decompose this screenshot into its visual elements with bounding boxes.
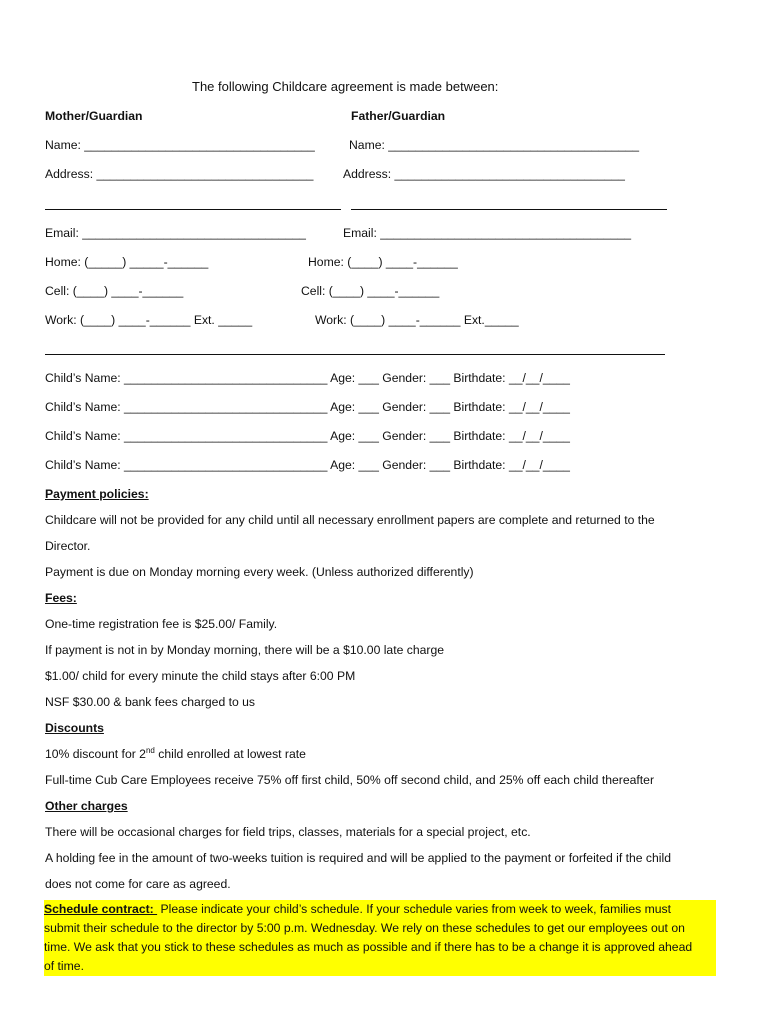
- mother-cell-phone-field[interactable]: Cell: (____) ____-______: [45, 284, 184, 298]
- child-row-2[interactable]: Child’s Name: ______________________________ Age: ___ Gender: ___ Birthdate: __/__/____: [45, 400, 570, 414]
- payment-policy-text: Childcare will not be provided for any child until all necessary enrollment papers are complete and returned to the: [45, 513, 655, 527]
- fee-item: NSF $30.00 & bank fees charged to us: [45, 695, 256, 709]
- mother-address-line2[interactable]: [45, 209, 341, 210]
- father-guardian-heading: Father/Guardian: [351, 109, 446, 123]
- child-row-3[interactable]: Child’s Name: ______________________________ Age: ___ Gender: ___ Birthdate: __/__/____: [45, 429, 570, 443]
- payment-due-text: Payment is due on Monday morning every week. (Unless authorized differently): [45, 565, 474, 579]
- discount-item: Full-time Cub Care Employees receive 75% off first child, 50% off second child, and 25% off each child thereafter: [45, 773, 655, 787]
- payment-policy-text: Director.: [45, 539, 91, 553]
- fee-item: One-time registration fee is $25.00/ Family.: [45, 617, 278, 631]
- child-row-1[interactable]: Child’s Name: ______________________________ Age: ___ Gender: ___ Birthdate: __/__/____: [45, 371, 570, 385]
- discounts-heading: Discounts: [45, 721, 104, 735]
- father-work-phone-field[interactable]: Work: (____) ____-______ Ext._____: [315, 313, 519, 327]
- mother-work-phone-field[interactable]: Work: (____) ____-______ Ext. _____: [45, 313, 253, 327]
- discount-text-a: 10% discount for 2: [45, 747, 146, 761]
- father-cell-phone-field[interactable]: Cell: (____) ____-______: [301, 284, 440, 298]
- schedule-contract-label: Schedule contract:: [44, 902, 158, 916]
- father-home-phone-field[interactable]: Home: (____) ____-______: [308, 255, 458, 269]
- discount-item: [45, 746, 306, 762]
- other-charges-text: A holding fee in the amount of two-weeks tuition is required and will be applied to the payment or forfeited if the child: [45, 851, 671, 865]
- schedule-contract-highlight: [44, 900, 716, 976]
- schedule-contract-text: Please indicate your child’s schedule. If your schedule varies from week to week, families must: [157, 902, 672, 916]
- father-address-line2[interactable]: [351, 209, 667, 210]
- fee-item: $1.00/ child for every minute the child stays after 6:00 PM: [45, 669, 356, 683]
- payment-policies-heading: Payment policies:: [45, 487, 149, 501]
- section-divider: [45, 354, 665, 355]
- fees-heading: Fees:: [45, 591, 77, 605]
- other-charges-text: does not come for care as agreed.: [45, 877, 231, 891]
- fee-item: If payment is not in by Monday morning, there will be a $10.00 late charge: [45, 643, 445, 657]
- page-title: The following Childcare agreement is made between:: [192, 79, 499, 94]
- other-charges-text: There will be occasional charges for field trips, classes, materials for a special project, etc.: [45, 825, 531, 839]
- mother-email-field[interactable]: Email: _________________________________: [45, 226, 306, 240]
- mother-address-field[interactable]: Address: ________________________________: [45, 167, 314, 181]
- mother-home-phone-field[interactable]: Home: (_____) _____-______: [45, 255, 209, 269]
- father-name-field[interactable]: Name: _____________________________________: [349, 138, 640, 152]
- other-charges-heading: Other charges: [45, 799, 128, 813]
- father-address-field[interactable]: Address: __________________________________: [343, 167, 625, 181]
- discount-text-b: child enrolled at lowest rate: [154, 747, 306, 761]
- discount-text-sup: nd: [145, 745, 155, 755]
- schedule-contract-line: of time.: [44, 959, 84, 973]
- schedule-contract-line: submit their schedule to the director by 5:00 p.m. Wednesday. We rely on these schedules to get our employees out on: [44, 921, 685, 935]
- mother-guardian-heading: Mother/Guardian: [45, 109, 143, 123]
- mother-name-field[interactable]: Name: __________________________________: [45, 138, 315, 152]
- father-email-field[interactable]: Email: _____________________________________: [343, 226, 632, 240]
- schedule-contract-line: [44, 900, 716, 919]
- schedule-contract-line: time. We ask that you stick to these schedules as much as possible and if there has to be a change it is approved ahead: [44, 940, 693, 954]
- child-row-4[interactable]: Child’s Name: ______________________________ Age: ___ Gender: ___ Birthdate: __/__/____: [45, 458, 570, 472]
